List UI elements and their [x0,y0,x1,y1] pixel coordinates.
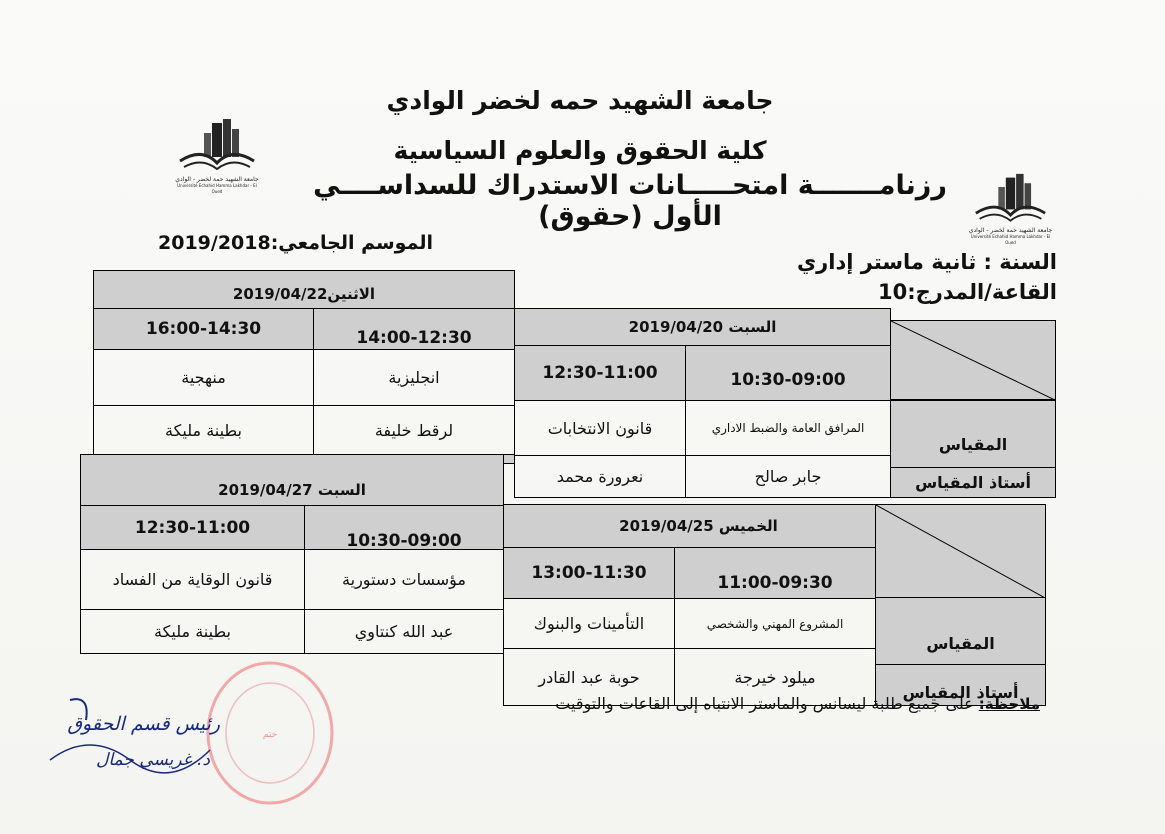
subject-cell: التأمينات والبنوك [503,598,675,649]
diagonal-corner-cell [890,320,1056,400]
teacher-cell: عبد الله كنتاوي [304,609,504,654]
logo-caption: جامعة الشهيد حمة لخضر - الوادي [968,227,1053,234]
signature-line-1: رئيس قسم الحقوق [67,713,220,735]
subject-cell: قانون الانتخابات [514,400,686,456]
subject-cell: المرافق العامة والضبط الاداري [685,400,891,456]
time-slot: 14:00-12:30 [313,308,515,350]
logo-caption-latin: Université Echahid Hamma Lakhdar - El Oued [970,234,1051,245]
row-header-teacher: أستاذ المقياس [890,467,1056,498]
subject-cell: المشروع المهني والشخصي [674,598,876,649]
day-header: السبت 2019/04/20 [514,308,891,346]
teacher-cell: ميلود خيرجة [674,648,876,706]
note-label: ملاحظة: [978,695,1040,713]
time-slot: 16:00-14:30 [93,308,314,350]
time-slot: 12:30-11:00 [80,505,305,550]
faculty-name: كلية الحقوق والعلوم السياسية [393,136,767,165]
subject-cell: قانون الوقاية من الفساد [80,549,305,610]
day-header: السبت 2019/04/27 [80,454,504,506]
university-name: جامعة الشهيد حمه لخضر الوادي [386,86,774,115]
day-header: الاثنين2019/04/22 [93,270,515,310]
svg-text:ختم: ختم [262,730,278,740]
logo-caption: جامعة الشهيد حمة لخضر - الوادي [175,176,259,183]
study-year: السنة : ثانية ماستر إداري [796,250,1057,274]
day-header: الخميس 2019/04/25 [503,504,894,548]
head-signature [30,690,260,780]
row-header-subject: المقياس [890,400,1056,468]
exam-room: القاعة/المدرج:10 [878,280,1057,304]
time-slot: 10:30-09:00 [685,345,891,401]
subject-cell: انجليزية [313,349,515,406]
logo-caption-latin: Université Echahid Hamma Lakhdar - El Oued [177,183,257,194]
teacher-cell: جابر صالح [685,455,891,498]
university-logo-right [968,172,1053,245]
diagonal-corner-cell [875,504,1046,598]
teacher-cell: لرقط خليفة [313,405,515,455]
time-slot: 11:00-09:30 [674,547,876,599]
teacher-cell: بطينة مليكة [93,405,314,455]
academic-season: الموسم الجامعي:2019/2018 [158,232,433,254]
signature-line-2: د. غريسي جمال [96,750,210,770]
note-text: على جميع طلبة ليسانس والماستر الانتباه إلى القاعات والتوقيت [555,694,979,713]
footer-note [555,694,1040,713]
time-slot: 10:30-09:00 [304,505,504,550]
subject-cell: منهجية [93,349,314,406]
time-slot: 12:30-11:00 [514,345,686,401]
row-header-subject: المقياس [875,597,1046,665]
teacher-cell: نعرورة محمد [514,455,686,498]
teacher-cell: بطينة مليكة [80,609,305,654]
subject-cell: مؤسسات دستورية [304,549,504,610]
teacher-cell: حوبة عبد القادر [503,648,675,706]
time-slot: 13:00-11:30 [503,547,675,599]
row-header-teacher: أستاذ المقياس [875,664,1046,706]
document-title: رزنامـــــــة امتحـــــانات الاستدراك للسداســــي الأول (حقوق) [313,170,947,232]
